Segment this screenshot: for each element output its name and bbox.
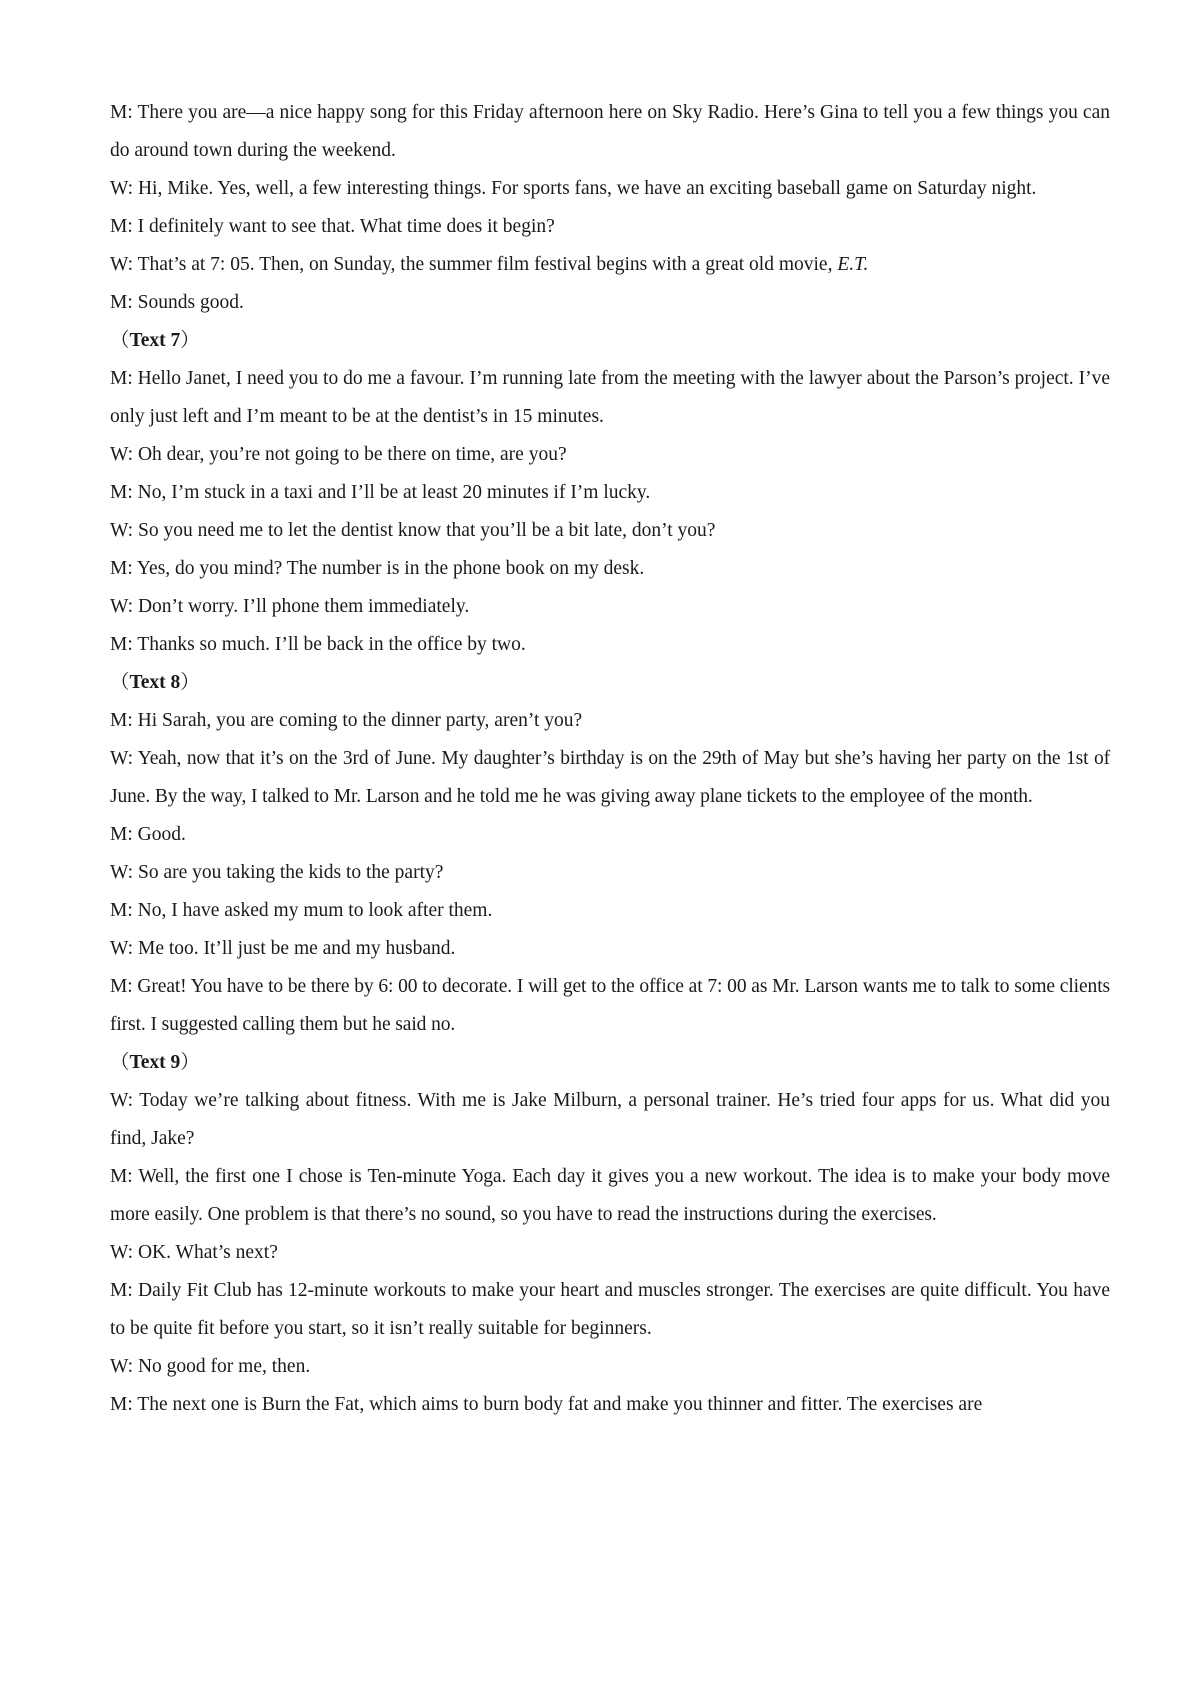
dialogue-line: M: Yes, do you mind? The number is in the phone book on my desk. [110, 558, 645, 579]
dialogue-line: M: Good. [110, 824, 186, 845]
dialogue-line: M: No, I have asked my mum to look after them. [110, 900, 493, 921]
dialogue-line: M: Great! You have to be there by 6: 00 to decorate. I will get to the office at 7: 00 as Mr. Larson wants me to talk to some clients first. I suggested calling them but he said no. [110, 976, 1110, 1035]
dialogue-line: W: Yeah, now that it’s on the 3rd of June. My daughter’s birthday is on the 29th of May but she’s having her party on the 1st of June. By the way, I talked to Mr. Larson and he told me he was giving away plane tickets to the employee of the month. [110, 748, 1110, 807]
dialogue-line: M: Thanks so much. I’ll be back in the office by two. [110, 634, 526, 655]
dialogue-line: M: There you are—a nice happy song for this Friday afternoon here on Sky Radio. Here’s Gina to tell you a few things you can do around town during the weekend. [110, 102, 1110, 161]
movie-title: E.T. [837, 254, 869, 275]
section-heading-text-8 [110, 664, 1110, 702]
dialogue-line: W: So you need me to let the dentist know that you’ll be a bit late, don’t you? [110, 520, 716, 541]
dialogue-line: M: The next one is Burn the Fat, which aims to burn body fat and make you thinner and fitter. The exercises are [110, 1394, 983, 1415]
heading-close-paren: ） [180, 1052, 200, 1073]
heading-close-paren: ） [180, 330, 200, 351]
section-heading-text-7 [110, 322, 1110, 360]
dialogue-line: M: Hello Janet, I need you to do me a favour. I’m running late from the meeting with the lawyer about the Parson’s project. I’ve only just left and I’m meant to be at the dentist’s in 15 minutes. [110, 368, 1110, 427]
heading-label: Text 7 [129, 330, 181, 351]
dialogue-line: W: OK. What’s next? [110, 1242, 278, 1263]
dialogue-line: M: Sounds good. [110, 292, 244, 313]
dialogue-line: W: Today we’re talking about fitness. With me is Jake Milburn, a personal trainer. He’s tried four apps for us. What did you find, Jake? [110, 1090, 1110, 1149]
section-heading-text-9 [110, 1044, 1110, 1082]
heading-open-paren: （ [110, 330, 130, 351]
dialogue-line: W: Don’t worry. I’ll phone them immediately. [110, 596, 470, 617]
transcript-body [110, 94, 1110, 1424]
heading-label: Text 8 [129, 672, 181, 693]
dialogue-line: M: Hi Sarah, you are coming to the dinner party, aren’t you? [110, 710, 583, 731]
dialogue-line: M: Daily Fit Club has 12-minute workouts to make your heart and muscles stronger. The exercises are quite difficult. You have to be quite fit before you start, so it isn’t really suitable for beginners. [110, 1280, 1110, 1339]
dialogue-line: M: No, I’m stuck in a taxi and I’ll be at least 20 minutes if I’m lucky. [110, 482, 651, 503]
dialogue-line: W: So are you taking the kids to the party? [110, 862, 444, 883]
heading-label: Text 9 [129, 1052, 181, 1073]
dialogue-line: W: No good for me, then. [110, 1356, 311, 1377]
dialogue-line: M: Well, the first one I chose is Ten-minute Yoga. Each day it gives you a new workout. The idea is to make your body move more easily. One problem is that there’s no sound, so you have to read the instructions during the exercises. [110, 1166, 1110, 1225]
heading-open-paren: （ [110, 672, 130, 693]
dialogue-line: W: Hi, Mike. Yes, well, a few interesting things. For sports fans, we have an exciting baseball game on Saturday night. [110, 178, 1037, 199]
dialogue-text: W: That’s at 7: 05. Then, on Sunday, the summer film festival begins with a great old movie, [110, 254, 838, 275]
heading-close-paren: ） [180, 672, 200, 693]
heading-open-paren: （ [110, 1052, 130, 1073]
dialogue-line [110, 246, 1110, 284]
dialogue-line: M: I definitely want to see that. What time does it begin? [110, 216, 555, 237]
dialogue-line: W: Oh dear, you’re not going to be there on time, are you? [110, 444, 567, 465]
dialogue-line: W: Me too. It’ll just be me and my husband. [110, 938, 456, 959]
